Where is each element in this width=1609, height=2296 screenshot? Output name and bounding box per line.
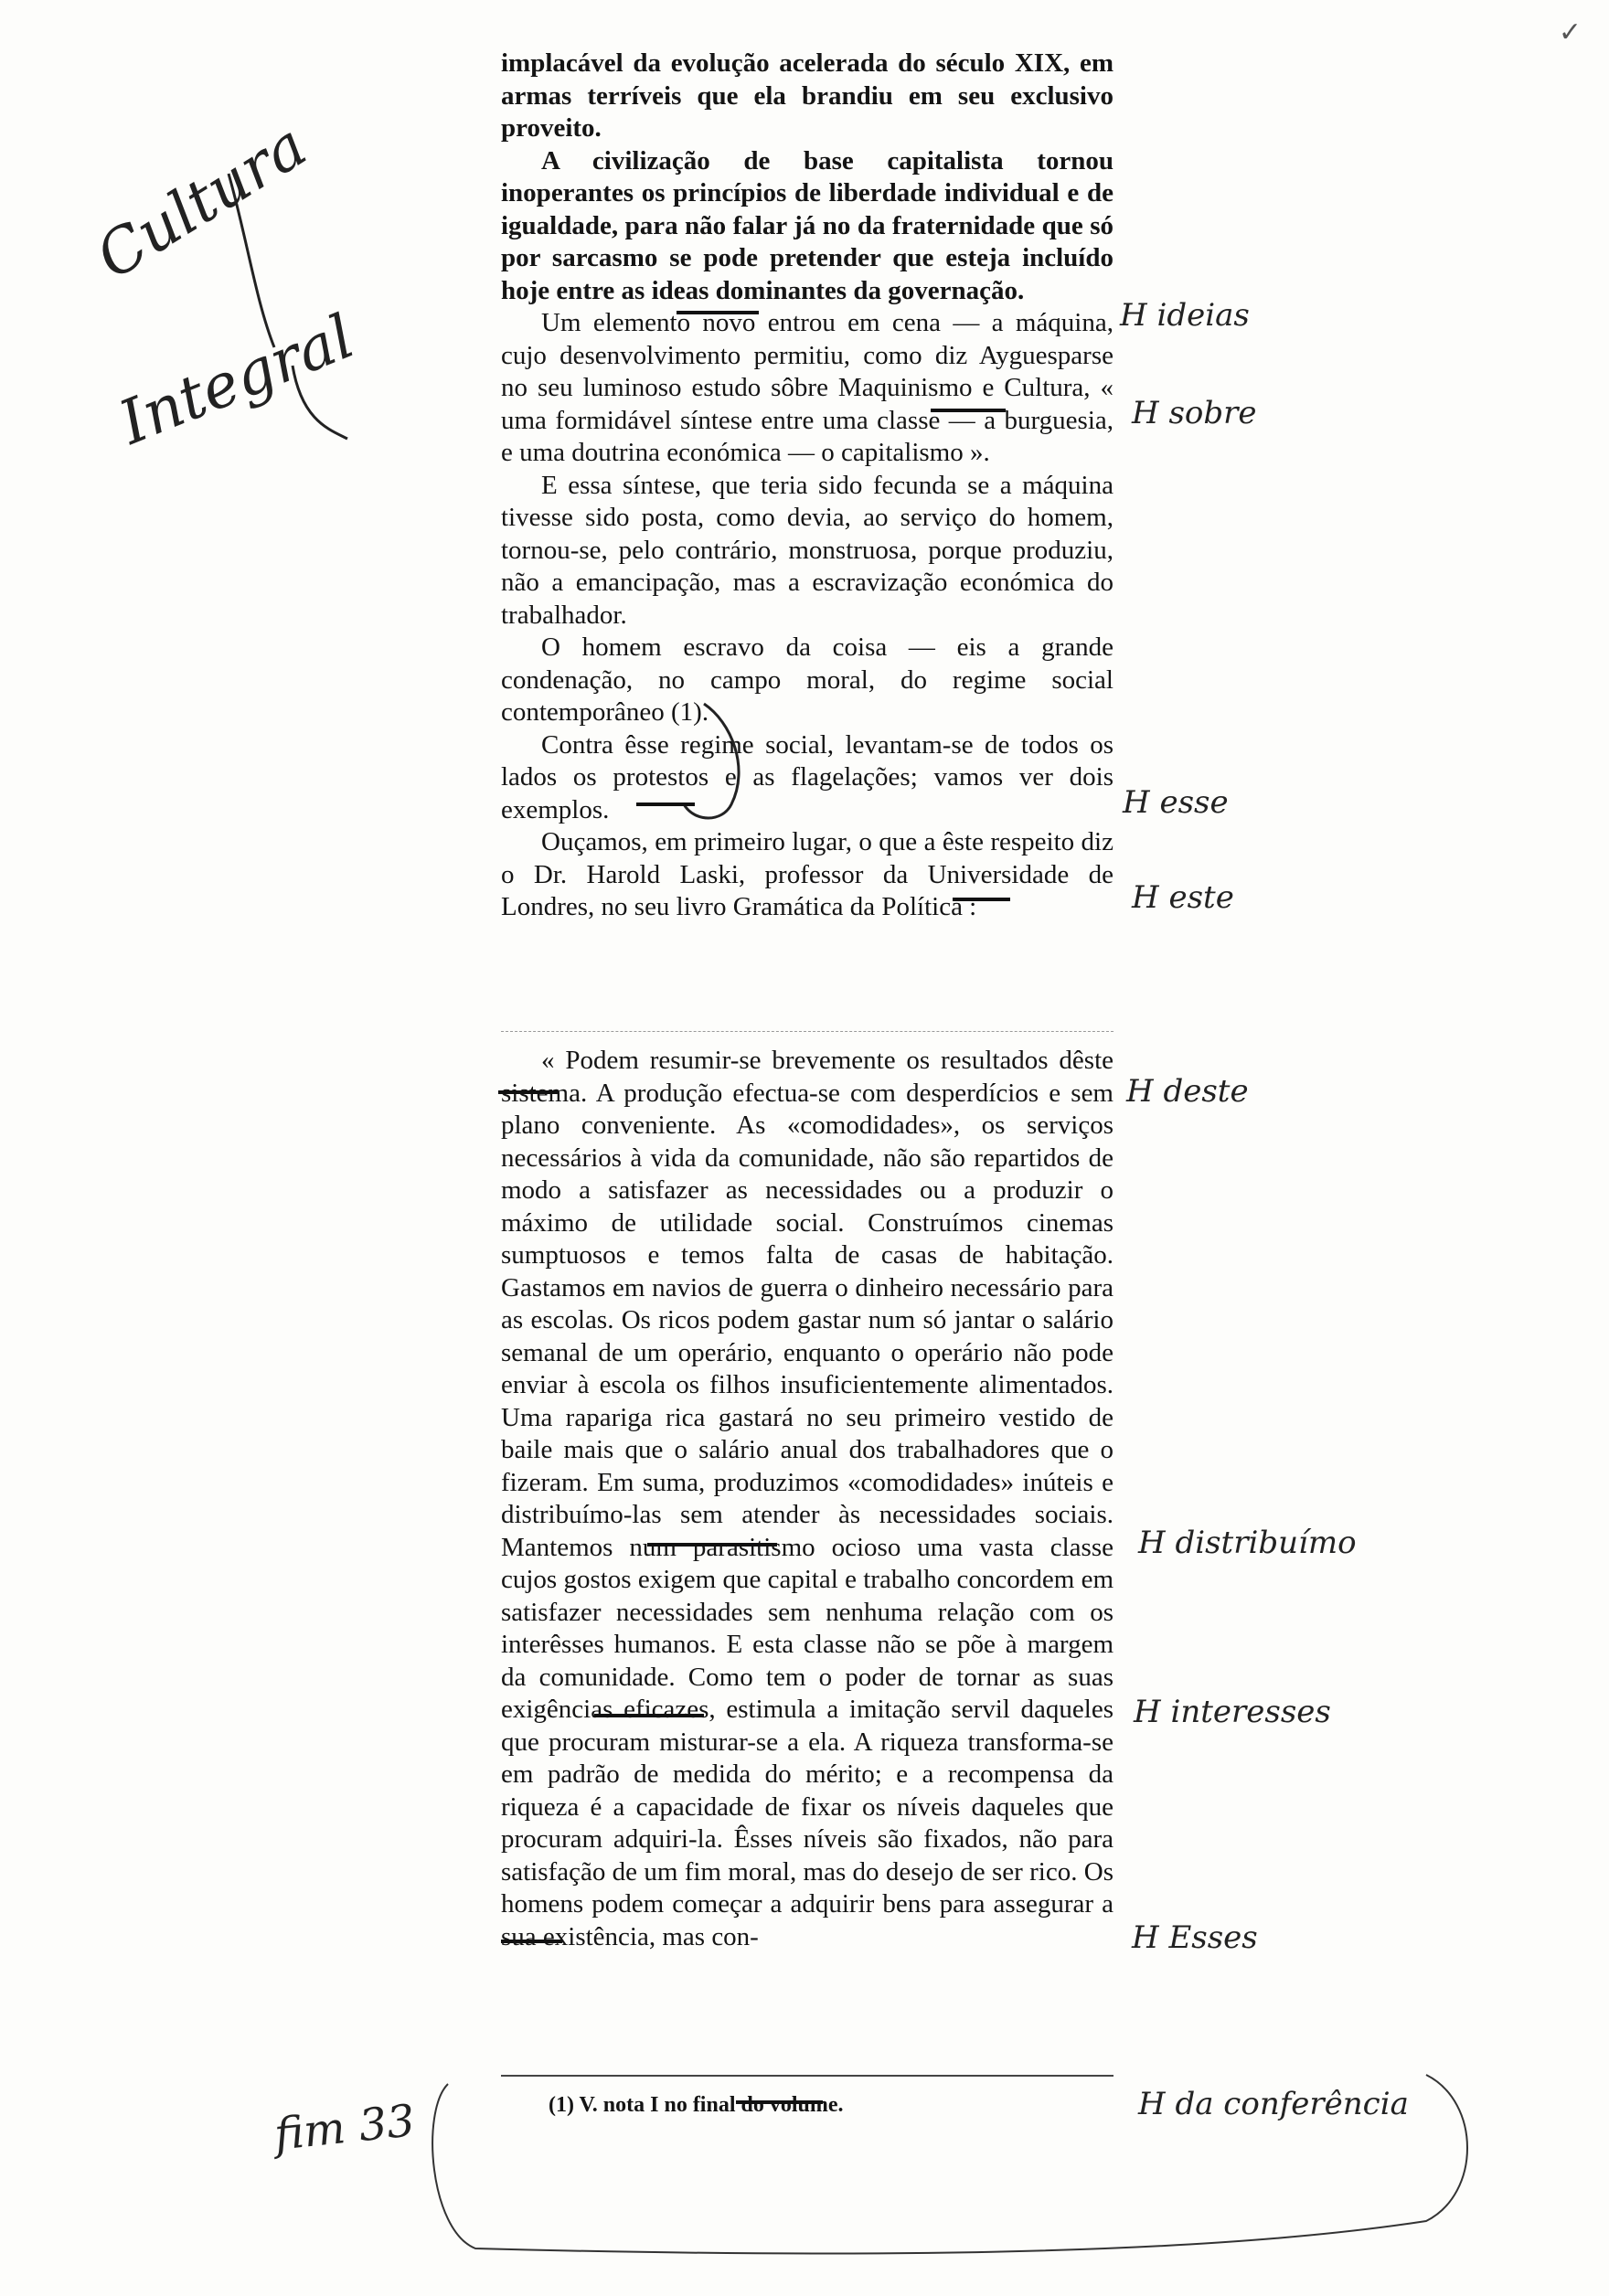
margin-note-folio: fim 33 bbox=[272, 2095, 418, 2161]
margin-note-esses: H Esses bbox=[1132, 1919, 1258, 1956]
paragraph-3: Um elemento novo entrou em cena — a máquina, cujo desenvolvimento permitiu, como diz Ayguesparse no seu luminoso estudo sôbre Maquinismo e Cultura, « uma formidável síntese entre uma classe — a burguesia, e uma doutrina económica — o capitalismo ». bbox=[501, 308, 1114, 467]
margin-note-sobre: H sobre bbox=[1132, 395, 1257, 431]
paragraph-7: Ouçamos, em primeiro lugar, o que a êste respeito diz o Dr. Harold Laski, professor da Universidade de Londres, no seu livro Gramática da Política : bbox=[501, 827, 1114, 921]
paragraph-2: A civilização de base capitalista tornou inoperantes os princípios de liberdade individual e de igualdade, para não falar já no da fraternidade que só por sarcasmo se pode pretender que esteja incluído hoje entre as ideas dominantes da governação. bbox=[501, 145, 1114, 305]
pen-stroke bbox=[293, 366, 347, 439]
footnote-bracket bbox=[432, 2075, 1467, 2254]
footnote: (1) V. nota I no final do volume. bbox=[549, 2093, 844, 2117]
margin-note-interesses: H interesses bbox=[1134, 1694, 1331, 1730]
paragraph-4: E essa síntese, que teria sido fecunda se a máquina tivesse sido posta, como devia, ao serviço do homem, tornou-se, pelo contrário, monstruosa, porque produziu, não a emancipação, mas a escravização económica do trabalhador. bbox=[501, 470, 1114, 630]
paragraph-5: O homem escravo da coisa — eis a grande condenação, no campo moral, do regime social contemporâneo (1). bbox=[501, 632, 1114, 727]
margin-note-da-conferencia: H da conferência bbox=[1138, 2086, 1409, 2122]
paren-mark bbox=[684, 704, 739, 818]
margin-note-esse: H esse bbox=[1123, 784, 1229, 821]
quotation-text: « Podem resumir-se brevemente os resultados dêste sistema. A produção efectua-se com desperdícios e sem plano conveniente. As «comodidades», os serviços necessários à vida da comunidade, não são repartidos de modo a satisfazer as necessidades ou a produzir o máximo de utilidade social. Construímos cinemas sumptuosos e temos falta de casas de habitação. Gastamos em navios de guerra o dinheiro necessário para as escolas. Os ricos podem gastar num só jantar o salário semanal de um operário, enquanto o operário não pode enviar à escola os filhos insuficientemente alimentados. Uma rapariga rica gastará no seu primeiro vestido de baile mais que o salário anual dos trabalhadores que o fizeram. Em suma, produzimos «comodidades» inúteis e distribuímo-las sem atender às necessidades sociais. Mantemos num parasitismo ocioso uma vasta classe cujos gostos exigem que capital e trabalho concordem em satisfazer necessidades sem nenhuma relação com os interêsses humanos. E esta classe não se põe à margem da comunidade. Como tem o poder de tornar as suas exigências eficazes, estimula a imitação servil daqueles que procuram misturar-se a ela. A riqueza transforma-se em padrão de medida do mérito; e a recompensa da riqueza é a capacidade de fixar os níveis daqueles que procuram adquiri-la. Êsses níveis são fixados, não para satisfação de um fim moral, mas do desejo de ser rico. Os homens podem começar a adquirir bens para assegurar a sua existência, mas con- bbox=[501, 1046, 1114, 1951]
margin-note-distribuimo: H distribuímo bbox=[1138, 1525, 1357, 1561]
margin-note-deste: H deste bbox=[1126, 1073, 1249, 1110]
paragraph-1: implacável da evolução acelerada do século XIX, em armas terríveis que ela brandiu em seu exclusivo proveito. bbox=[501, 48, 1114, 143]
margin-note-integral: Integral bbox=[110, 301, 364, 459]
margin-note-ideias: H ideias bbox=[1120, 297, 1250, 334]
margin-note-este: H este bbox=[1132, 879, 1234, 916]
margin-note-cultura: Cultura bbox=[84, 110, 319, 293]
check-mark: ✓ bbox=[1558, 17, 1582, 48]
paragraph-6: Contra êsse regime social, levantam-se de todos os lados os protestos e as flagelações; vamos ver dois exemplos. bbox=[501, 729, 1114, 824]
pen-stroke bbox=[229, 174, 274, 347]
